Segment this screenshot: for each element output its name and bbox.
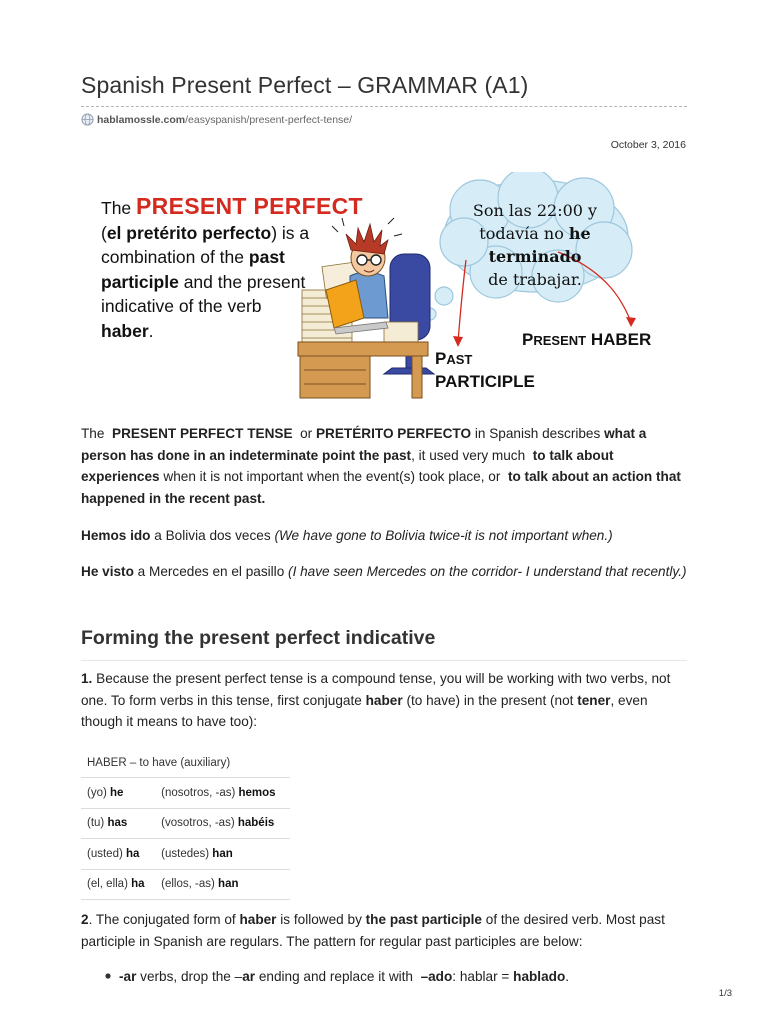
table-row [81,869,290,900]
hero-present-perfect: PRESENT PERFECT [136,193,363,219]
haber-conjugation-table [81,748,290,900]
page-title: Spanish Present Perfect – GRAMMAR (A1) [81,72,529,98]
table-row [81,808,290,839]
paragraph-1: 1. Because the present perfect tense is a compound tense, you will be working with two verbs, not one. To form verbs in this tense, first conjugate haber (to have) in the present (not tener, even though it means to have too): [81,671,671,729]
example-2: He visto a Mercedes en el pasillo (I have seen Mercedes on the corridor- I understand that recently.) [81,564,687,579]
bullet-icon [104,972,112,980]
page-number: 1/3 [718,988,732,999]
table-cell: (nosotros, -as) hemos [155,778,290,809]
table-cell: (ustedes) han [155,839,290,870]
table-row [81,778,290,809]
table-cell: (ellos, -as) han [155,869,290,900]
source-domain[interactable]: hablamossle.com [97,113,186,126]
thought-bubble-text: Son las 22:00 y todavía no he terminado de trabajar. [472,201,598,289]
table-cell: (vosotros, -as) habéis [155,808,290,839]
example-1: Hemos ido a Bolivia dos veces (We have gone to Bolivia twice-it is not important when.) [81,528,613,543]
table-caption-row [81,748,290,778]
label-present-haber: PRESENT HABER [522,330,652,349]
globe-icon [81,113,94,126]
bullet-item-ar-verbs: -ar verbs, drop the –ar ending and replace it with –ado: hablar = hablado. [119,969,570,984]
table-caption: HABER – to have (auxiliary) [81,748,290,778]
table-row [81,839,290,870]
table-cell: (tu) has [81,808,155,839]
hero-illustration [88,172,688,402]
title-divider [81,106,687,107]
source-link[interactable] [81,113,352,126]
section-heading: Forming the present perfect indicative [81,627,436,649]
table-cell: (usted) ha [81,839,155,870]
publish-date: October 3, 2016 [610,139,686,151]
hero-definition: The PRESENT PERFECT (el pretérito perfecto) is a combination of the past participle and the present indicative of the verb haber. [101,193,363,341]
section-divider [81,660,687,661]
table-cell: (el, ella) ha [81,869,155,900]
intro-paragraph: The PRESENT PERFECT TENSE or PRETÉRITO PERFECTO in Spanish describes what a person has done in an indeterminate point the past, it used very much to talk about experiences when it is not important when the event(s) took place, or to talk about an action that happened in the recent past. [81,426,681,506]
label-past-participle: PAST PARTICIPLE [435,349,535,391]
source-path[interactable]: /easyspanish/present-perfect-tense/ [185,113,353,126]
table-cell: (yo) he [81,778,155,809]
paragraph-2: 2. The conjugated form of haber is followed by the past participle of the desired verb. Most past participle in Spanish are regulars. The pattern for regular past participles are below: [81,912,665,949]
